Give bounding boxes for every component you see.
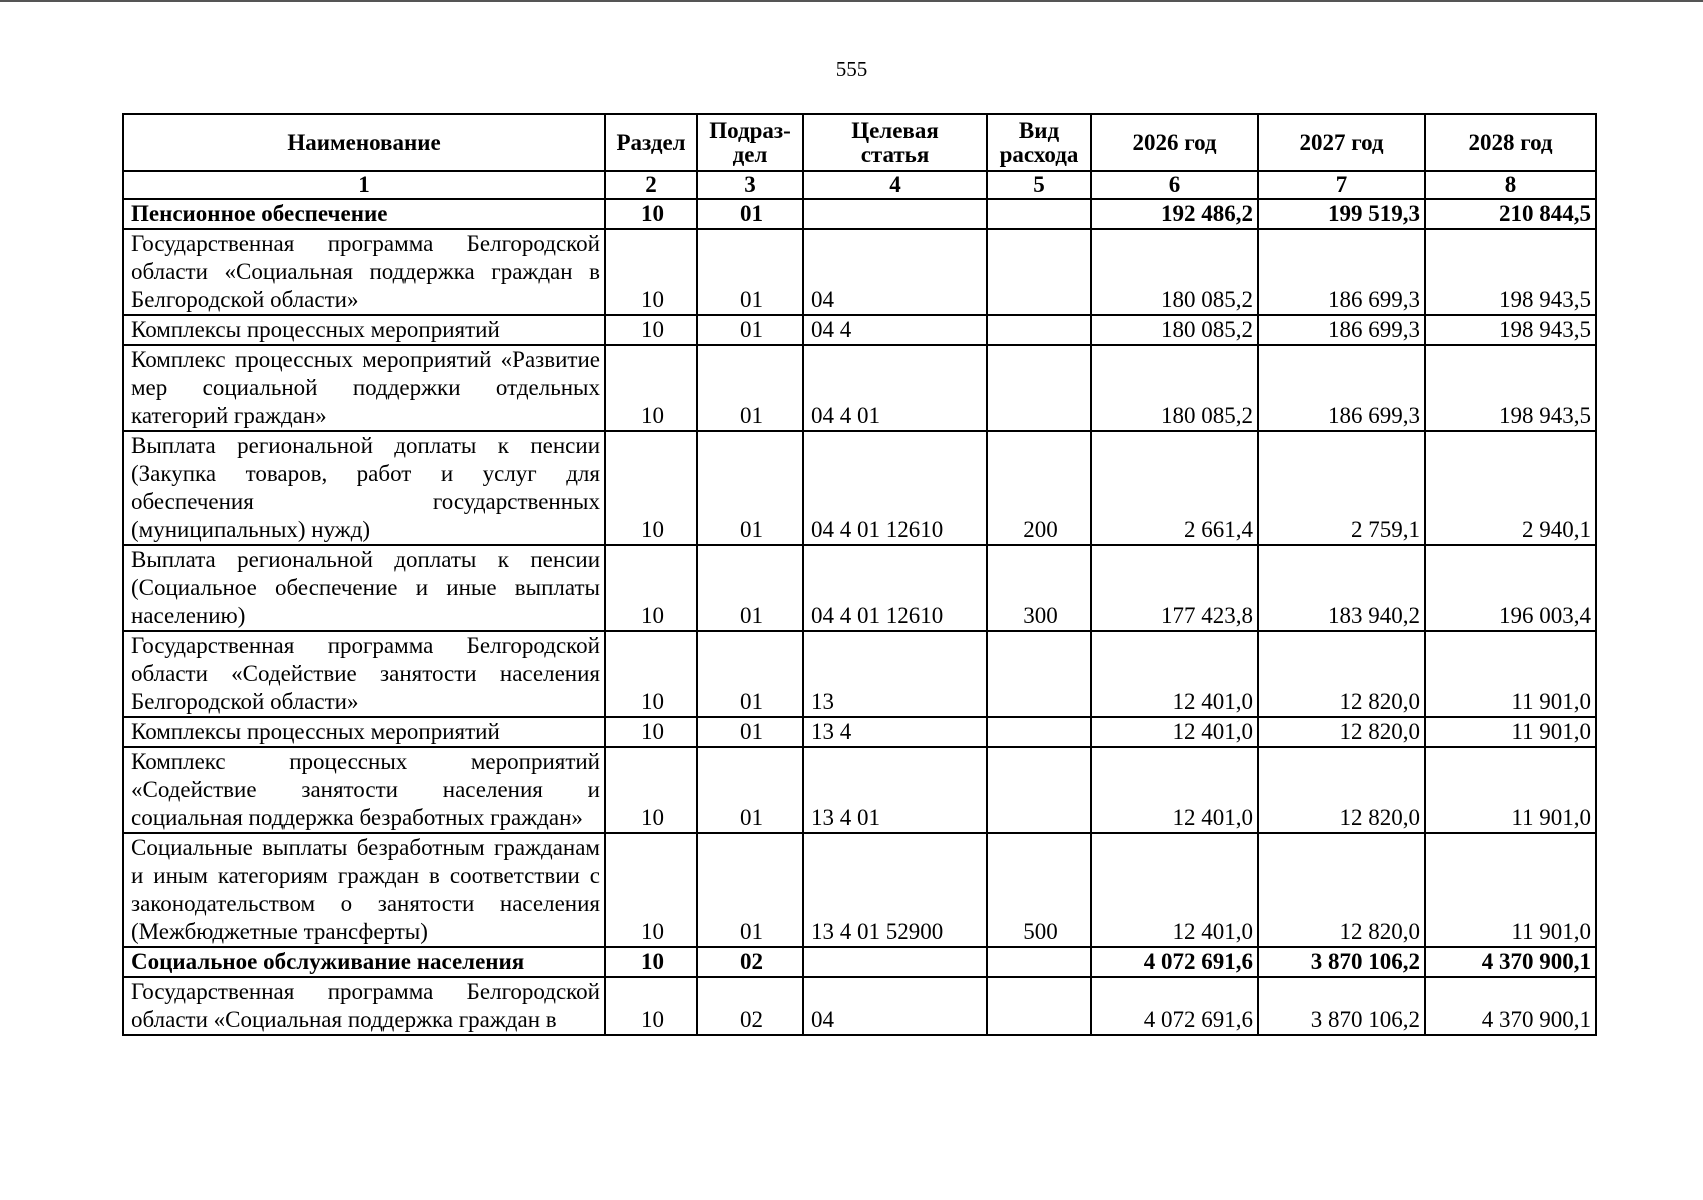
row-subsection: 01 (697, 315, 803, 345)
row-subsection: 01 (697, 747, 803, 833)
row-target-article: 04 4 01 (803, 345, 987, 431)
column-number: 8 (1425, 171, 1596, 199)
row-amount-2028: 11 901,0 (1425, 833, 1596, 947)
row-amount-2026: 192 486,2 (1091, 199, 1258, 229)
row-amount-2027: 12 820,0 (1258, 631, 1425, 717)
row-amount-2027: 183 940,2 (1258, 545, 1425, 631)
row-section: 10 (605, 947, 697, 977)
row-section: 10 (605, 717, 697, 747)
row-amount-2027: 2 759,1 (1258, 431, 1425, 545)
row-name: Выплата региональной доплаты к пенсии (Социальное обеспечение и иные выплаты населению) (123, 545, 605, 631)
row-section: 10 (605, 833, 697, 947)
table-row (123, 631, 1596, 717)
row-expense-type (987, 947, 1091, 977)
row-section: 10 (605, 199, 697, 229)
row-amount-2028: 196 003,4 (1425, 545, 1596, 631)
row-target-article: 13 4 01 52900 (803, 833, 987, 947)
row-subsection: 02 (697, 947, 803, 977)
header-name: Наименование (123, 114, 605, 171)
column-number: 7 (1258, 171, 1425, 199)
row-amount-2026: 12 401,0 (1091, 717, 1258, 747)
row-subsection: 02 (697, 977, 803, 1035)
row-amount-2027: 186 699,3 (1258, 315, 1425, 345)
row-name: Выплата региональной доплаты к пенсии (Закупка товаров, работ и услуг для обеспечения государственных (муниципальных) нужд) (123, 431, 605, 545)
row-expense-type (987, 229, 1091, 315)
row-name: Социальные выплаты безработным гражданам и иным категориям граждан в соответствии с законодательством о занятости населения (Межбюджетные трансферты) (123, 833, 605, 947)
row-amount-2028: 11 901,0 (1425, 717, 1596, 747)
row-subsection: 01 (697, 229, 803, 315)
table-row (123, 345, 1596, 431)
row-name: Социальное обслуживание населения (123, 947, 605, 977)
row-target-article: 04 (803, 977, 987, 1035)
header-expense (987, 114, 1091, 171)
row-name: Комплекс процессных мероприятий «Развитие мер социальной поддержки отдельных категорий граждан» (123, 345, 605, 431)
row-amount-2026: 12 401,0 (1091, 833, 1258, 947)
row-expense-type (987, 747, 1091, 833)
row-section: 10 (605, 431, 697, 545)
table-row (123, 747, 1596, 833)
row-subsection: 01 (697, 431, 803, 545)
row-name: Пенсионное обеспечение (123, 199, 605, 229)
table-row (123, 229, 1596, 315)
row-expense-type (987, 199, 1091, 229)
row-subsection: 01 (697, 545, 803, 631)
table-body (123, 199, 1596, 1035)
row-subsection: 01 (697, 345, 803, 431)
row-amount-2026: 4 072 691,6 (1091, 947, 1258, 977)
column-number: 4 (803, 171, 987, 199)
row-target-article: 13 4 (803, 717, 987, 747)
page-top-rule (0, 0, 1703, 2)
row-section: 10 (605, 229, 697, 315)
row-amount-2028: 11 901,0 (1425, 747, 1596, 833)
row-amount-2027: 3 870 106,2 (1258, 947, 1425, 977)
row-target-article: 13 (803, 631, 987, 717)
column-number: 6 (1091, 171, 1258, 199)
row-name: Комплексы процессных мероприятий (123, 315, 605, 345)
row-section: 10 (605, 747, 697, 833)
page-number: 555 (835, 57, 868, 81)
header-expense-line1: Вид (1018, 117, 1060, 143)
header-target-line2: статья (860, 141, 930, 167)
row-target-article (803, 199, 987, 229)
row-amount-2028: 198 943,5 (1425, 229, 1596, 315)
row-section: 10 (605, 545, 697, 631)
row-section: 10 (605, 315, 697, 345)
header-subsection-line1: Подраз- (709, 117, 791, 143)
row-target-article (803, 947, 987, 977)
row-amount-2028: 2 940,1 (1425, 431, 1596, 545)
header-row (123, 114, 1596, 171)
row-amount-2026: 12 401,0 (1091, 631, 1258, 717)
row-expense-type (987, 345, 1091, 431)
row-subsection: 01 (697, 833, 803, 947)
table-row (123, 833, 1596, 947)
row-amount-2026: 180 085,2 (1091, 229, 1258, 315)
row-amount-2028: 4 370 900,1 (1425, 947, 1596, 977)
row-amount-2026: 12 401,0 (1091, 747, 1258, 833)
row-amount-2026: 4 072 691,6 (1091, 977, 1258, 1035)
row-name: Комплекс процессных мероприятий «Содействие занятости населения и социальная поддержка безработных граждан» (123, 747, 605, 833)
table-row (123, 199, 1596, 229)
table-row (123, 947, 1596, 977)
row-subsection: 01 (697, 199, 803, 229)
row-target-article: 04 (803, 229, 987, 315)
row-target-article: 04 4 (803, 315, 987, 345)
row-expense-type (987, 977, 1091, 1035)
row-section: 10 (605, 977, 697, 1035)
table-row (123, 717, 1596, 747)
column-number: 3 (697, 171, 803, 199)
row-expense-type: 200 (987, 431, 1091, 545)
row-amount-2027: 12 820,0 (1258, 747, 1425, 833)
table-row (123, 431, 1596, 545)
row-target-article: 04 4 01 12610 (803, 545, 987, 631)
row-name: Государственная программа Белгородской области «Социальная поддержка граждан в (123, 977, 605, 1035)
row-expense-type: 300 (987, 545, 1091, 631)
row-amount-2026: 180 085,2 (1091, 345, 1258, 431)
table-row (123, 977, 1596, 1035)
row-amount-2027: 12 820,0 (1258, 717, 1425, 747)
row-amount-2026: 180 085,2 (1091, 315, 1258, 345)
header-2027: 2027 год (1258, 114, 1425, 171)
header-expense-line2: расхода (999, 141, 1079, 167)
header-subsection (697, 114, 803, 171)
row-amount-2026: 2 661,4 (1091, 431, 1258, 545)
row-subsection: 01 (697, 631, 803, 717)
row-expense-type (987, 631, 1091, 717)
row-amount-2027: 186 699,3 (1258, 345, 1425, 431)
column-number: 1 (123, 171, 605, 199)
header-target (803, 114, 987, 171)
header-subsection-line2: дел (732, 141, 768, 167)
row-section: 10 (605, 345, 697, 431)
row-amount-2028: 198 943,5 (1425, 315, 1596, 345)
row-amount-2026: 177 423,8 (1091, 545, 1258, 631)
row-expense-type: 500 (987, 833, 1091, 947)
column-number: 2 (605, 171, 697, 199)
header-2028: 2028 год (1425, 114, 1596, 171)
row-expense-type (987, 717, 1091, 747)
row-amount-2027: 12 820,0 (1258, 833, 1425, 947)
row-subsection: 01 (697, 717, 803, 747)
row-amount-2028: 210 844,5 (1425, 199, 1596, 229)
table-row (123, 315, 1596, 345)
column-number-row (123, 171, 1596, 199)
row-name: Государственная программа Белгородской области «Содействие занятости населения Белгородской области» (123, 631, 605, 717)
row-section: 10 (605, 631, 697, 717)
row-amount-2028: 4 370 900,1 (1425, 977, 1596, 1035)
row-name: Комплексы процессных мероприятий (123, 717, 605, 747)
row-name: Государственная программа Белгородской области «Социальная поддержка граждан в Белгородской области» (123, 229, 605, 315)
budget-table (122, 113, 1597, 1036)
header-section: Раздел (605, 114, 697, 171)
header-target-line1: Целевая (851, 117, 939, 143)
row-expense-type (987, 315, 1091, 345)
row-target-article: 13 4 01 (803, 747, 987, 833)
row-target-article: 04 4 01 12610 (803, 431, 987, 545)
column-number: 5 (987, 171, 1091, 199)
row-amount-2027: 199 519,3 (1258, 199, 1425, 229)
row-amount-2028: 11 901,0 (1425, 631, 1596, 717)
header-2026: 2026 год (1091, 114, 1258, 171)
row-amount-2028: 198 943,5 (1425, 345, 1596, 431)
table-row (123, 545, 1596, 631)
row-amount-2027: 186 699,3 (1258, 229, 1425, 315)
row-amount-2027: 3 870 106,2 (1258, 977, 1425, 1035)
